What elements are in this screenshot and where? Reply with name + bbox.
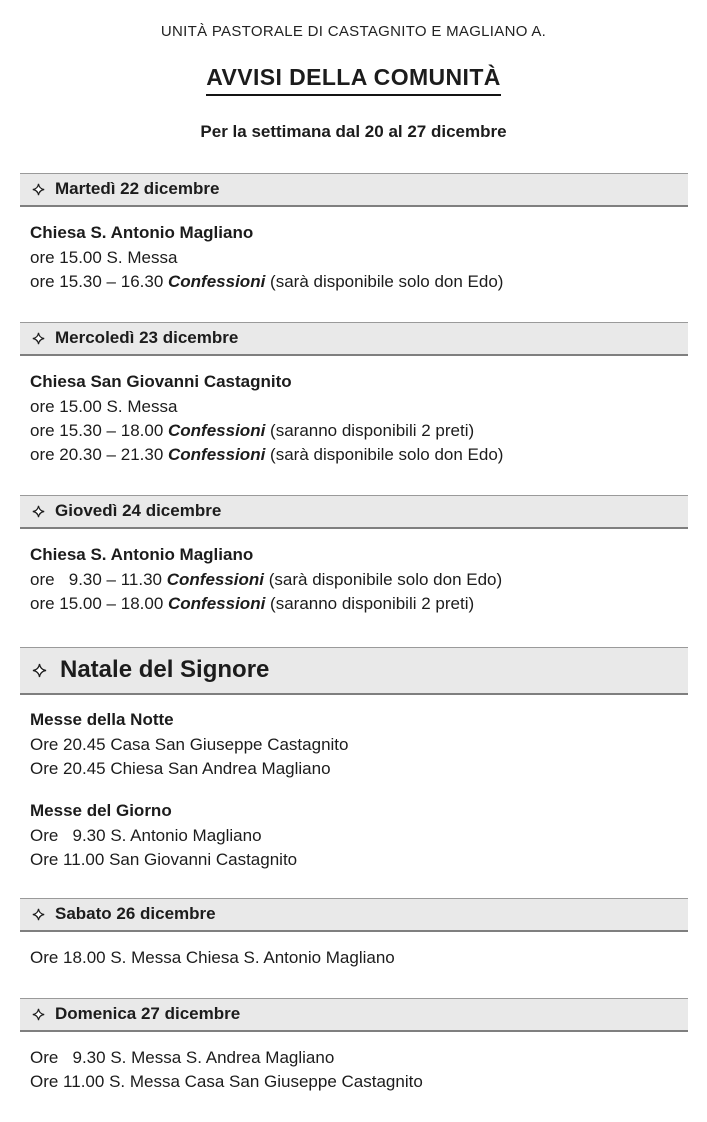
schedule-line — [30, 1046, 677, 1070]
four-pointed-star-icon — [32, 505, 45, 518]
schedule-line — [30, 733, 677, 757]
mass-group-heading: Messe della Notte — [30, 710, 174, 729]
section-content — [30, 708, 677, 872]
schedule-line — [30, 1070, 677, 1094]
schedule-line — [30, 592, 677, 616]
schedule-block — [30, 708, 677, 781]
schedule-block — [30, 221, 677, 294]
section-content — [30, 946, 677, 970]
line-text: (sarà disponibile solo don Edo) — [265, 445, 504, 464]
confessioni-emphasis: Confessioni — [166, 570, 265, 589]
confessioni-emphasis: Confessioni — [168, 272, 266, 291]
confessioni-emphasis: Confessioni — [168, 421, 266, 440]
section-content — [30, 370, 677, 467]
line-text: Ore 20.45 Chiesa San Andrea Magliano — [30, 759, 331, 778]
schedule-block — [30, 370, 677, 467]
line-text: (saranno disponibili 2 preti) — [265, 421, 475, 440]
section-content — [30, 543, 677, 616]
section-header-bar — [20, 647, 688, 695]
section-title: Giovedì 24 dicembre — [55, 501, 222, 520]
schedule-block — [30, 543, 677, 616]
section-header-bar — [20, 322, 688, 356]
four-pointed-star-icon — [32, 183, 45, 196]
section-header-bar — [20, 173, 688, 207]
venue-heading: Chiesa S. Antonio Magliano — [30, 545, 254, 564]
line-text: ore 15.00 – 18.00 — [30, 594, 169, 613]
line-text: ore 20.30 – 21.30 — [30, 445, 169, 464]
four-pointed-star-icon — [32, 1008, 45, 1021]
mass-group-heading: Messe del Giorno — [30, 801, 172, 820]
four-pointed-star-icon — [32, 908, 45, 921]
org-name: UNITÀ PASTORALE DI CASTAGNITO E MAGLIANO A. — [160, 23, 547, 40]
schedule-line — [30, 270, 677, 294]
week-subtitle: Per la settimana dal 20 al 27 dicembre — [200, 122, 507, 141]
section-content — [30, 1046, 677, 1094]
line-text: Ore 9.30 S. Antonio Magliano — [30, 826, 262, 845]
schedule-line — [30, 443, 677, 467]
section-martedi-22 — [0, 173, 707, 294]
section-title: Domenica 27 dicembre — [55, 1004, 241, 1023]
line-text: Ore 11.00 San Giovanni Castagnito — [30, 850, 298, 869]
page-title: AVVISI DELLA COMUNITÀ — [206, 64, 501, 96]
schedule-block — [30, 1046, 677, 1094]
section-mercoledi-23 — [0, 322, 707, 467]
line-text: ore 9.30 – 11.30 — [30, 570, 167, 589]
four-pointed-star-icon — [32, 663, 47, 678]
line-text: Ore 11.00 S. Messa Casa San Giuseppe Castagnito — [30, 1072, 423, 1091]
schedule-line — [30, 946, 677, 970]
schedule-line — [30, 568, 677, 592]
confessioni-emphasis: Confessioni — [168, 445, 266, 464]
section-title: Mercoledì 23 dicembre — [55, 328, 239, 347]
section-giovedi-24 — [0, 495, 707, 616]
schedule-line — [30, 395, 677, 419]
section-header-bar — [20, 495, 688, 529]
section-domenica-27 — [0, 998, 707, 1094]
title-container — [0, 64, 707, 96]
schedule-line — [30, 824, 677, 848]
line-text: Ore 20.45 Casa San Giuseppe Castagnito — [30, 735, 349, 754]
schedule-line — [30, 848, 677, 872]
line-text: ore 15.30 – 18.00 — [30, 421, 169, 440]
four-pointed-star-icon — [32, 332, 45, 345]
line-text: (sarà disponibile solo don Edo) — [264, 570, 503, 589]
schedule-line — [30, 246, 677, 270]
line-text: ore 15.00 S. Messa — [30, 397, 178, 416]
schedule-line — [30, 419, 677, 443]
venue-heading: Chiesa S. Antonio Magliano — [30, 223, 254, 242]
schedule-block — [30, 799, 677, 872]
section-natale — [0, 647, 707, 872]
line-text: Ore 9.30 S. Messa S. Andrea Magliano — [30, 1048, 335, 1067]
line-text: (saranno disponibili 2 preti) — [265, 594, 475, 613]
venue-heading: Chiesa San Giovanni Castagnito — [30, 372, 292, 391]
line-text: ore 15.00 S. Messa — [30, 248, 178, 267]
section-title: Sabato 26 dicembre — [55, 904, 216, 923]
confessioni-emphasis: Confessioni — [168, 594, 266, 613]
schedule-block — [30, 946, 677, 970]
section-content — [30, 221, 677, 294]
section-header-bar — [20, 898, 688, 932]
section-header-bar — [20, 998, 688, 1032]
line-text: Ore 18.00 S. Messa Chiesa S. Antonio Magliano — [30, 948, 395, 967]
line-text: ore 15.30 – 16.30 — [30, 272, 169, 291]
section-title: Martedì 22 dicembre — [55, 179, 220, 198]
section-title: Natale del Signore — [60, 656, 270, 683]
line-text: (sarà disponibile solo don Edo) — [265, 272, 504, 291]
schedule-line — [30, 757, 677, 781]
section-sabato-26 — [0, 898, 707, 970]
